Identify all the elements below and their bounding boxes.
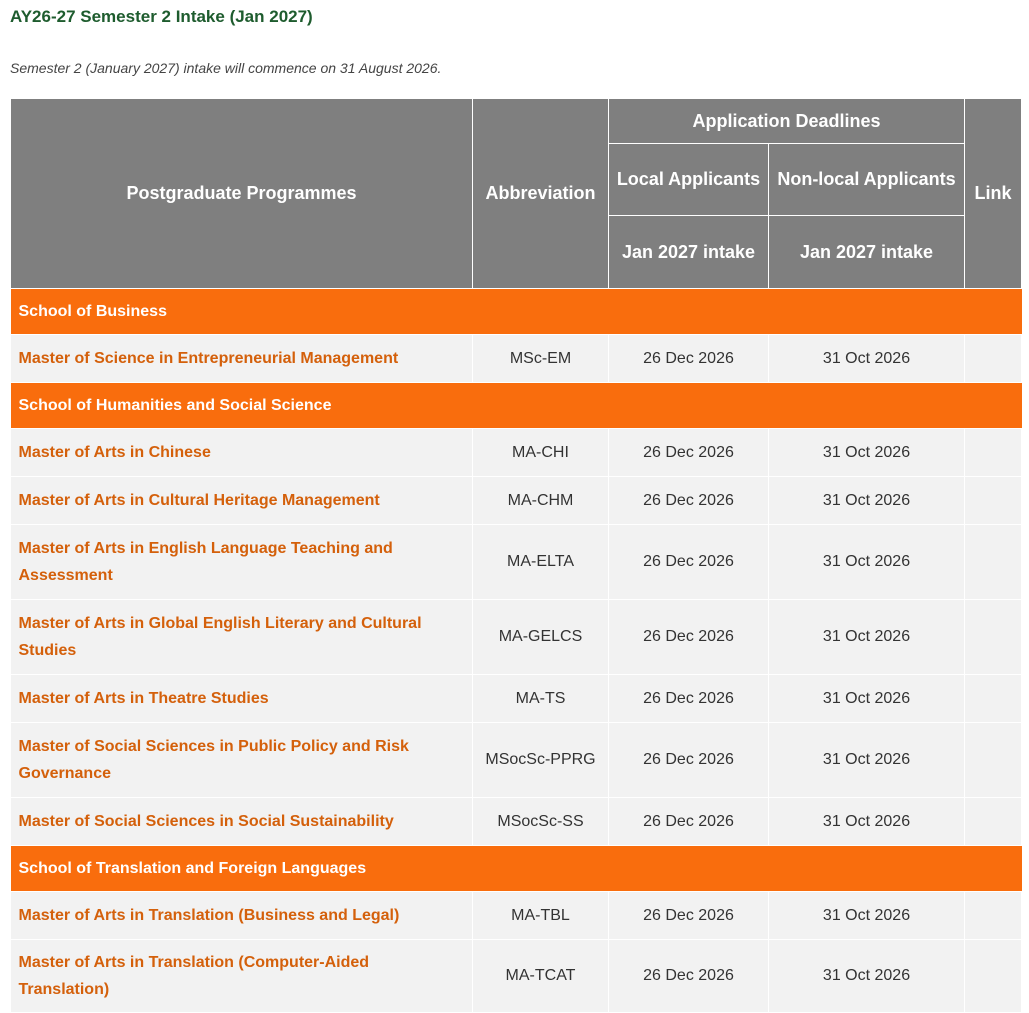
programme-abbreviation: MA-CHI bbox=[473, 429, 609, 477]
header-deadlines: Application Deadlines bbox=[609, 99, 965, 144]
table-row bbox=[11, 600, 1022, 675]
table-row bbox=[11, 335, 1022, 383]
programme-link[interactable]: Master of Arts in Chinese bbox=[11, 429, 473, 477]
local-deadline: 26 Dec 2026 bbox=[609, 798, 769, 846]
table-row bbox=[11, 892, 1022, 940]
header-link: Link bbox=[965, 99, 1022, 289]
programme-link[interactable]: Master of Arts in Translation (Computer-Aided Translation) bbox=[11, 940, 473, 1013]
link-cell bbox=[965, 892, 1022, 940]
nonlocal-deadline: 31 Oct 2026 bbox=[769, 892, 965, 940]
nonlocal-deadline: 31 Oct 2026 bbox=[769, 675, 965, 723]
programme-abbreviation: MA-CHM bbox=[473, 477, 609, 525]
header-programmes: Postgraduate Programmes bbox=[11, 99, 473, 289]
link-cell bbox=[965, 477, 1022, 525]
link-cell bbox=[965, 429, 1022, 477]
nonlocal-deadline: 31 Oct 2026 bbox=[769, 940, 965, 1013]
link-cell bbox=[965, 940, 1022, 1013]
table-row bbox=[11, 940, 1022, 1013]
table-row bbox=[11, 525, 1022, 600]
link-cell bbox=[965, 675, 1022, 723]
local-deadline: 26 Dec 2026 bbox=[609, 723, 769, 798]
table-row bbox=[11, 675, 1022, 723]
nonlocal-deadline: 31 Oct 2026 bbox=[769, 525, 965, 600]
programme-abbreviation: MSocSc-PPRG bbox=[473, 723, 609, 798]
programme-abbreviation: MA-TS bbox=[473, 675, 609, 723]
programmes-table bbox=[10, 98, 1022, 1013]
link-cell bbox=[965, 600, 1022, 675]
header-nonlocal: Non-local Applicants bbox=[769, 144, 965, 216]
table-row bbox=[11, 477, 1022, 525]
table-header bbox=[11, 99, 1022, 289]
local-deadline: 26 Dec 2026 bbox=[609, 600, 769, 675]
programme-link[interactable]: Master of Arts in Translation (Business and Legal) bbox=[11, 892, 473, 940]
link-cell bbox=[965, 525, 1022, 600]
programme-abbreviation: MA-GELCS bbox=[473, 600, 609, 675]
programme-abbreviation: MSc-EM bbox=[473, 335, 609, 383]
school-heading: School of Business bbox=[11, 289, 1022, 335]
nonlocal-deadline: 31 Oct 2026 bbox=[769, 723, 965, 798]
intake-note: Semester 2 (January 2027) intake will commence on 31 August 2026. bbox=[10, 60, 442, 76]
programme-link[interactable]: Master of Social Sciences in Social Sustainability bbox=[11, 798, 473, 846]
header-local-intake: Jan 2027 intake bbox=[609, 216, 769, 289]
table-row bbox=[11, 429, 1022, 477]
programme-abbreviation: MSocSc-SS bbox=[473, 798, 609, 846]
nonlocal-deadline: 31 Oct 2026 bbox=[769, 600, 965, 675]
local-deadline: 26 Dec 2026 bbox=[609, 892, 769, 940]
header-nonlocal-intake: Jan 2027 intake bbox=[769, 216, 965, 289]
programme-link[interactable]: Master of Arts in Cultural Heritage Management bbox=[11, 477, 473, 525]
local-deadline: 26 Dec 2026 bbox=[609, 675, 769, 723]
school-heading: School of Humanities and Social Science bbox=[11, 383, 1022, 429]
programme-link[interactable]: Master of Arts in Global English Literary and Cultural Studies bbox=[11, 600, 473, 675]
nonlocal-deadline: 31 Oct 2026 bbox=[769, 429, 965, 477]
page-title: AY26-27 Semester 2 Intake (Jan 2027) bbox=[10, 7, 313, 26]
table-body bbox=[11, 289, 1022, 1013]
school-heading: School of Translation and Foreign Languages bbox=[11, 846, 1022, 892]
header-abbreviation: Abbreviation bbox=[473, 99, 609, 289]
nonlocal-deadline: 31 Oct 2026 bbox=[769, 477, 965, 525]
programme-link[interactable]: Master of Arts in English Language Teaching and Assessment bbox=[11, 525, 473, 600]
programme-link[interactable]: Master of Science in Entrepreneurial Management bbox=[11, 335, 473, 383]
local-deadline: 26 Dec 2026 bbox=[609, 525, 769, 600]
local-deadline: 26 Dec 2026 bbox=[609, 477, 769, 525]
programme-abbreviation: MA-TBL bbox=[473, 892, 609, 940]
link-cell bbox=[965, 723, 1022, 798]
table-row bbox=[11, 798, 1022, 846]
header-local: Local Applicants bbox=[609, 144, 769, 216]
nonlocal-deadline: 31 Oct 2026 bbox=[769, 335, 965, 383]
programme-abbreviation: MA-ELTA bbox=[473, 525, 609, 600]
programme-abbreviation: MA-TCAT bbox=[473, 940, 609, 1013]
nonlocal-deadline: 31 Oct 2026 bbox=[769, 798, 965, 846]
link-cell bbox=[965, 335, 1022, 383]
link-cell bbox=[965, 798, 1022, 846]
table-row bbox=[11, 723, 1022, 798]
programme-link[interactable]: Master of Arts in Theatre Studies bbox=[11, 675, 473, 723]
local-deadline: 26 Dec 2026 bbox=[609, 940, 769, 1013]
page-content bbox=[0, 0, 1029, 79]
programme-link[interactable]: Master of Social Sciences in Public Policy and Risk Governance bbox=[11, 723, 473, 798]
local-deadline: 26 Dec 2026 bbox=[609, 335, 769, 383]
local-deadline: 26 Dec 2026 bbox=[609, 429, 769, 477]
